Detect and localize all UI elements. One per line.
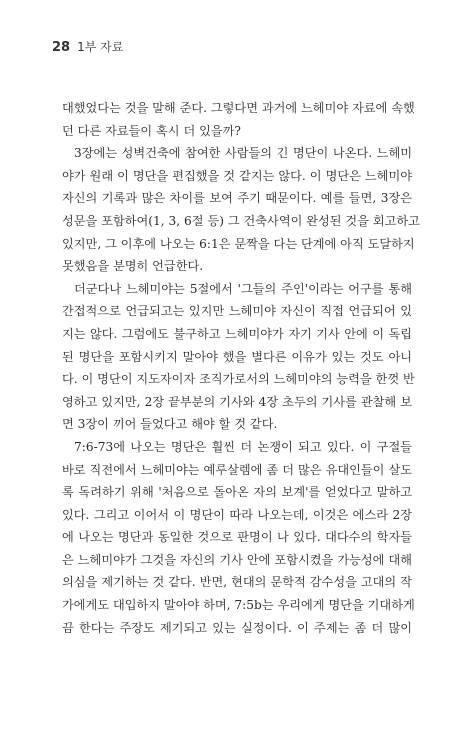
text-line: 된 명단을 포함시키지 말아야 했을 별다른 이유가 있는 것도 아니 [62,349,412,364]
running-header [52,38,123,55]
text-line: 면 3장이 끼어 들었다고 해야 할 것 같다. [62,417,278,432]
text-line: 있다. 그리고 이어서 이 명단이 따라 나오는데, 이것은 에스라 2장 [62,507,412,522]
text-line: 의심을 제기하는 것 같다. 반면, 현대의 문학적 감수성을 고대의 작 [62,575,412,590]
text-line: 성문을 포함하여(1, 3, 6절 등) 그 건축사역이 완성된 것을 회고하고 [62,213,420,228]
text-line: 있지만, 그 이후에 나오는 6:1은 문짝을 다는 단계에 아직 도달하지 [62,236,415,251]
body-text [62,97,420,639]
text-line: 3장에는 성벽건축에 참여한 사람들의 긴 명단이 나온다. 느헤미 [74,146,412,161]
text-line: 던 다른 자료들이 혹시 더 있을까? [62,123,241,138]
text-line: 끔 한다는 주장도 제기되고 있는 실정이다. 이 주제는 좀 더 많이 [62,620,412,635]
text-line: 야가 원래 이 명단을 편집했을 것 같지는 않다. 이 명단은 느헤미야 [62,168,412,183]
page-number: 28 [52,40,71,55]
text-line: 바로 직전에서 느헤미야는 예루살렘에 좀 더 많은 유대인들이 살도 [62,462,412,477]
text-line: 은 느헤미야가 그것을 자신의 기사 안에 포함시켰을 가능성에 대해 [62,552,412,567]
text-line: 대했었다는 것을 말해 준다. 그렇다면 과거에 느헤미야 자료에 속했 [62,101,415,115]
section-title: 1부 자료 [77,40,124,54]
text-line: 간접적으로 언급되고는 있지만 느헤미야 자신이 직접 언급되어 있 [62,304,412,319]
text-line: 자신의 기록과 많은 차이를 보여 주기 때문이다. 예를 들면, 3장은 [62,191,412,206]
text-line: 지는 않다. 그럼에도 불구하고 느헤미야가 자기 기사 안에 이 독립 [62,326,412,341]
text-line: 못했음을 분명히 언급한다. [62,259,204,274]
text-line: 에 나오는 명단과 동일한 것으로 판명이 나 있다. 대다수의 학자들 [62,530,412,545]
text-line: 영하고 있지만, 2장 끝부분의 기사와 4장 초두의 기사를 관찰해 보 [62,394,412,409]
text-line: 록 독려하기 위해 '처음으로 돌아온 자의 보계'를 얻었다고 말하고 [62,485,412,500]
text-line: 7:6-73에 나오는 명단은 훨씬 더 논쟁이 되고 있다. 이 구절들 [74,439,412,454]
text-line: 다. 이 명단이 지도자이자 조직가로서의 느헤미야의 능력을 한껏 반 [62,372,415,387]
text-line: 더군다나 느헤미야는 5절에서 '그들의 주인'이라는 어구를 통해 [74,281,412,296]
text-line: 가에게도 대입하지 말아야 하며, 7:5b는 우리에게 명단을 기대하게 [62,598,415,613]
